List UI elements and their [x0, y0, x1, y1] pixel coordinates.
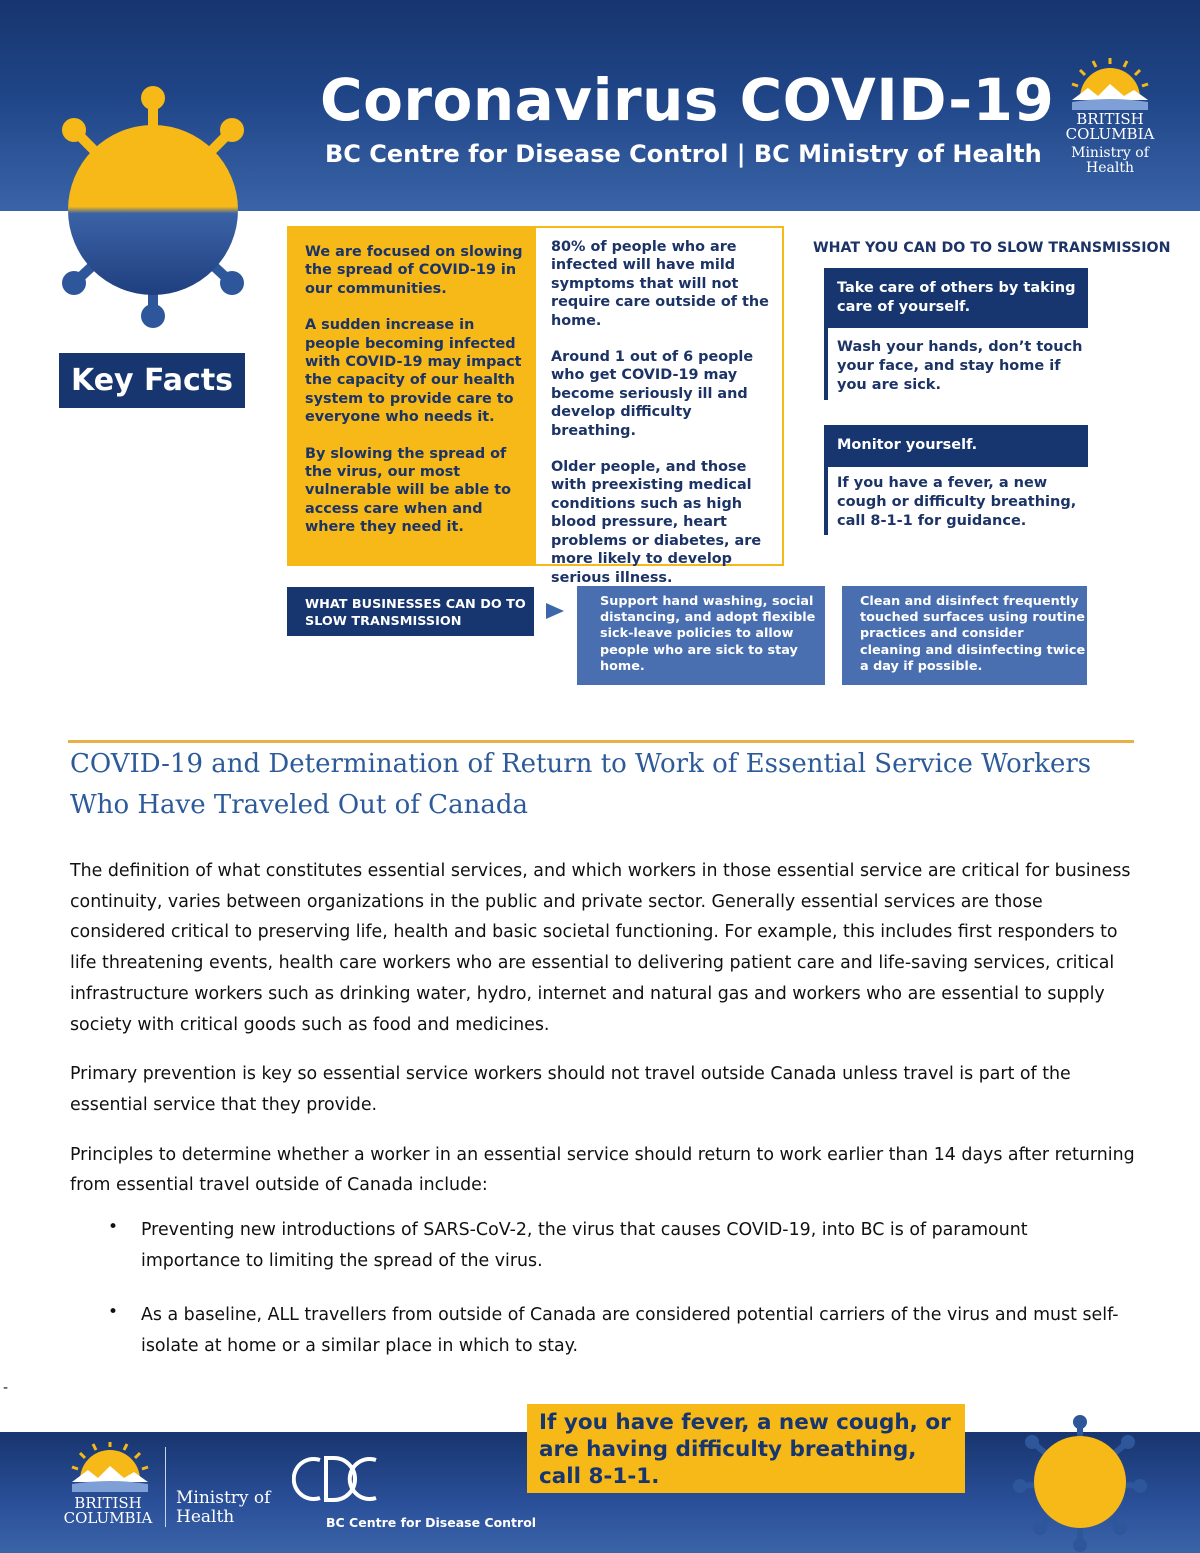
- header-logo-health-line: Health: [1086, 160, 1134, 176]
- footer-logo-divider: [165, 1447, 166, 1527]
- white-paragraph-2: Around 1 out of 6 people who get COVID-19 may become seriously ill and develop difficulty breathing.: [551, 349, 754, 439]
- body-paragraph-1: The definition of what constitutes essential services, and which workers in those essential service are critical for business continuity, varies between organizations in the public and private sector. Generally essential services are those considered critical to preserving life, health and basic societal functioning. For example, this includes first responders to life threatening events, health care workers who are essential to delivering patient care and life-saving services, critical infrastructure workers such as drinking water, hydro, internet and natural gas and workers who are essential to supply society with critical goods such as food and medicines.: [70, 861, 1131, 1035]
- footer-cdc-name: BC Centre for Disease Control: [326, 1515, 537, 1530]
- key-facts-label: Key Facts: [59, 353, 245, 408]
- footer-ministry-text: [176, 1489, 270, 1527]
- bullet-item-1: Preventing new introductions of SARS-CoV-2, the virus that causes COVID-19, into BC is of paramount importance to limiting the spread of the virus.: [141, 1220, 1028, 1271]
- bullet-marker-2: •: [108, 1302, 119, 1322]
- key-facts-yellow-text: [305, 243, 527, 555]
- header-logo-columbia: COLUMBIA: [1065, 125, 1155, 143]
- page-title: Coronavirus COVID-19: [320, 66, 1055, 134]
- care-side-line: [824, 328, 828, 400]
- section-divider: [68, 740, 1134, 743]
- care-heading-bar: Take care of others by taking care of yourself.: [824, 268, 1088, 328]
- footer-health-line: Health: [176, 1507, 235, 1527]
- white-paragraph-1: 80% of people who are infected will have mild symptoms that will not require care outside of the home.: [551, 239, 769, 329]
- virus-icon: [40, 80, 280, 340]
- body-paragraph-3: Principles to determine whether a worker in an essential service should return to work earlier than 14 days after returning from essential travel outside of Canada include:: [70, 1144, 1135, 1196]
- businesses-box-hand-washing: Support hand washing, social distancing, and adopt flexible sick-leave policies to allow people who are sick to stay home.: [577, 586, 825, 685]
- header-logo-ministry: [1062, 146, 1158, 176]
- monitor-body-text: If you have a fever, a new cough or difficulty breathing, call 8-1-1 for guidance.: [837, 475, 1077, 529]
- businesses-heading: WHAT BUSINESSES CAN DO TO SLOW TRANSMISSION: [287, 587, 534, 636]
- header-logo-british: BRITISH: [1076, 110, 1144, 128]
- bc-sun-logo-icon: [1068, 58, 1152, 112]
- care-body-text: Wash your hands, don’t touch your face, and stay home if you are sick.: [837, 339, 1083, 393]
- bc-sun-logo-icon: [68, 1442, 152, 1494]
- white-paragraph-3: Older people, and those with preexisting medical conditions such as high blood pressure, heart problems or diabetes, are more likely to develop serious illness.: [551, 459, 762, 586]
- footer-logo-british: BRITISH: [74, 1494, 142, 1512]
- body-paragraph-2: Primary prevention is key so essential service workers should not travel outside Canada unless travel is part of the essential service that they provide.: [70, 1064, 1071, 1115]
- monitor-heading-bar: Monitor yourself.: [824, 425, 1088, 467]
- stray-dash: -: [3, 1380, 9, 1396]
- yellow-paragraph-1: We are focused on slowing the spread of COVID-19 in our communities.: [305, 244, 523, 297]
- bullet-marker-1: •: [108, 1217, 119, 1237]
- what-you-can-do-heading: WHAT YOU CAN DO TO SLOW TRANSMISSION: [813, 240, 1171, 256]
- footer-callout-text: If you have fever, a new cough, or are having difficulty breathing, call 8-1-1.: [539, 1410, 951, 1489]
- section-heading: COVID-19 and Determination of Return to Work of Essential Service Workers Who Have Traveled Out of Canada: [70, 749, 1092, 820]
- footer-logo-columbia: COLUMBIA: [63, 1509, 153, 1527]
- virus-icon: [1010, 1410, 1150, 1553]
- body-text: [70, 856, 1138, 1220]
- key-facts-white-text: [551, 238, 781, 605]
- arrow-right-icon: [546, 603, 564, 619]
- header-logo-ministry-line: Ministry of: [1071, 145, 1149, 161]
- yellow-paragraph-2: A sudden increase in people becoming infected with COVID-19 may impact the capacity of our health system to provide care to everyone who needs it.: [305, 317, 522, 426]
- yellow-paragraph-3: By slowing the spread of the virus, our most vulnerable will be able to access care when and where they need it.: [305, 445, 512, 536]
- page-subtitle: BC Centre for Disease Control | BC Ministry of Health: [325, 140, 1042, 168]
- monitor-side-line: [824, 467, 828, 535]
- bccdc-logo-icon: [292, 1452, 378, 1506]
- bullet-item-2: As a baseline, ALL travellers from outside of Canada are considered potential carriers of the virus and must self-isolate at home or a similar place in which to stay.: [141, 1305, 1119, 1356]
- footer-ministry-line: Ministry of: [176, 1488, 271, 1508]
- businesses-box-cleaning: Clean and disinfect frequently touched surfaces using routine practices and consider cleaning and disinfecting twice a day if possible.: [842, 586, 1087, 685]
